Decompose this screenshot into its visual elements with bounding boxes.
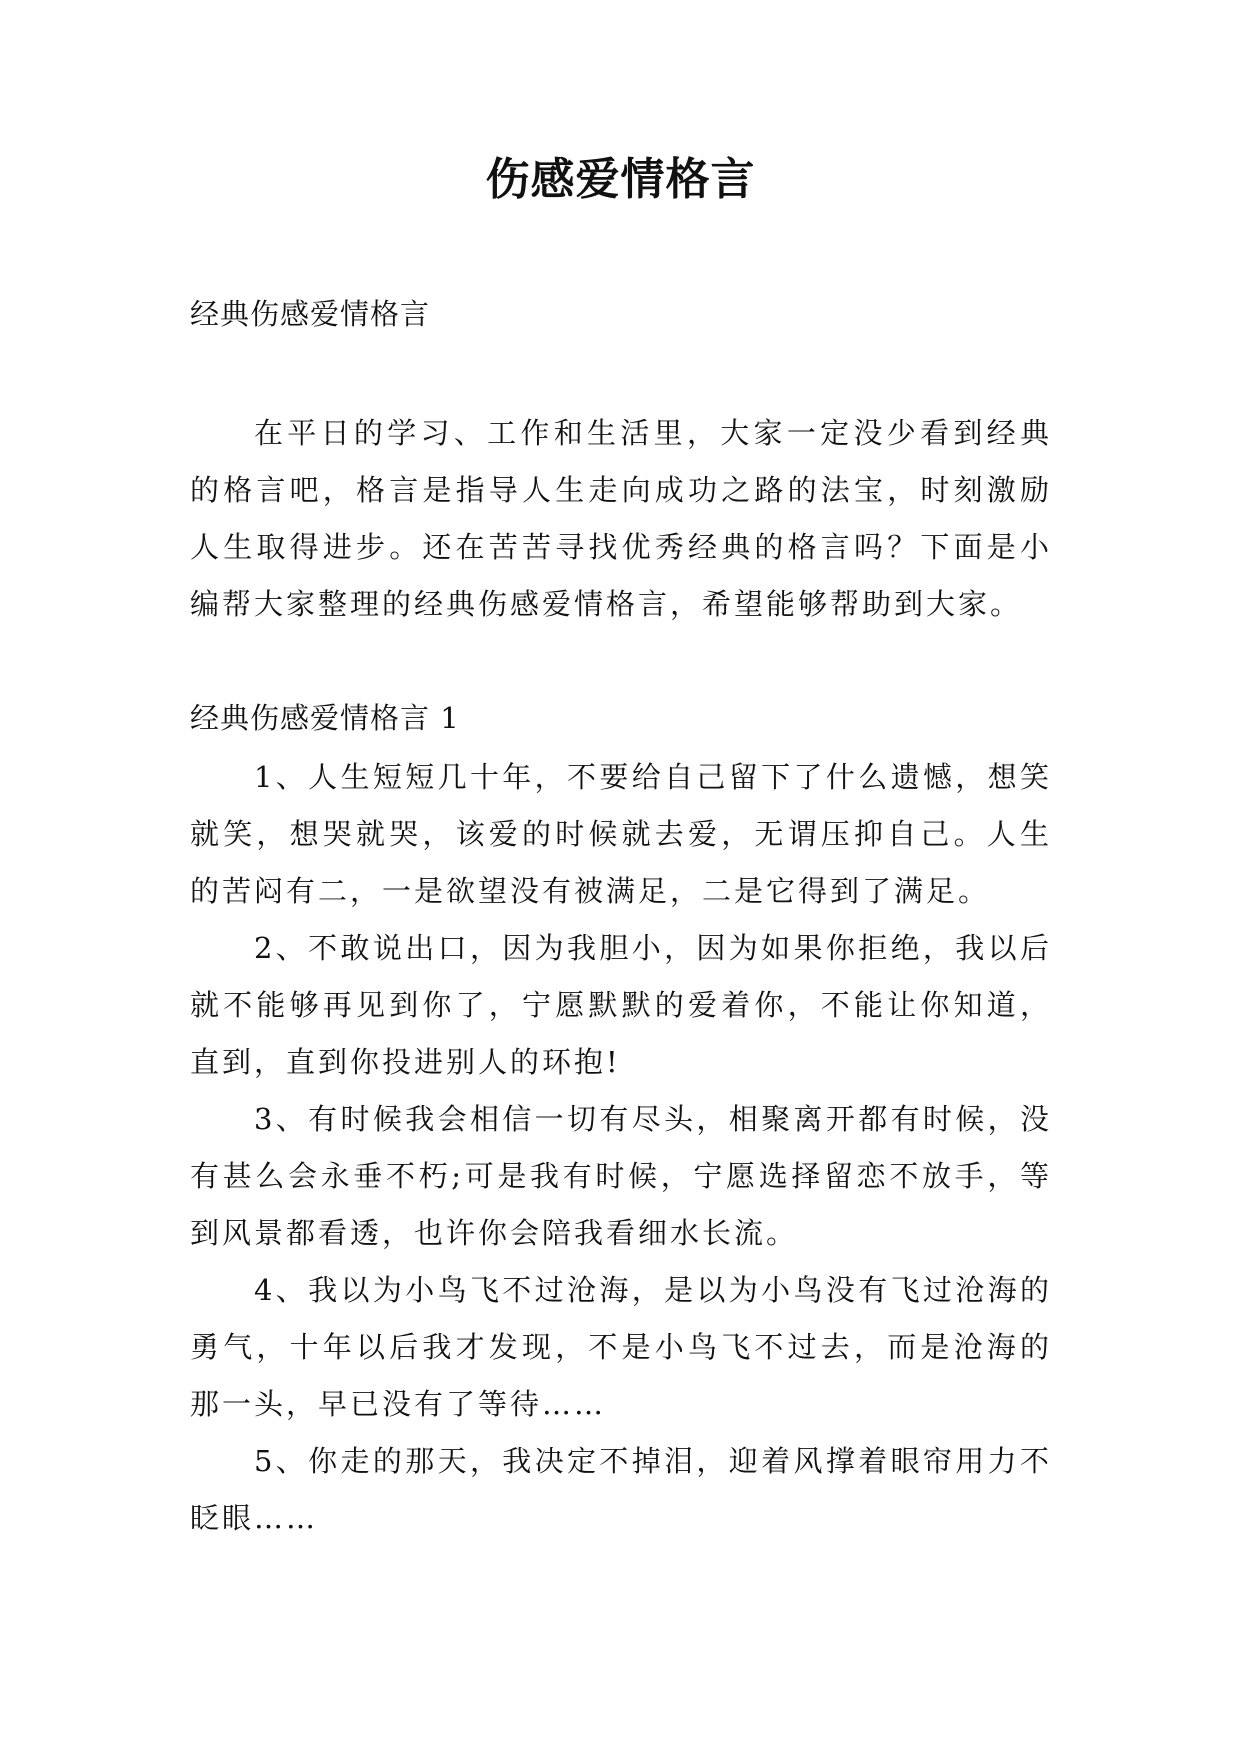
subtitle: 经典伤感爱情格言 — [190, 297, 431, 331]
list-item: 3、有时候我会相信一切有尽头，相聚离开都有时候，没有甚么会永垂不朽;可是我有时候，宁愿选择留恋不放手，等到风景都看透，也许你会陪我看细水长流。 — [190, 1102, 1052, 1250]
section-heading: 经典伤感爱情格言 1 — [190, 701, 460, 735]
list-item: 2、不敢说出口，因为我胆小，因为如果你拒绝，我以后就不能够再见到你了，宁愿默默的爱着你，不能让你知道，直到，直到你投进别人的环抱! — [190, 931, 1052, 1079]
list-item: 4、我以为小鸟飞不过沧海，是以为小鸟没有飞过沧海的勇气，十年以后我才发现，不是小鸟飞不过去，而是沧海的那一头，早已没有了等待…… — [190, 1273, 1052, 1421]
intro-paragraph: 在平日的学习、工作和生活里，大家一定没少看到经典的格言吧，格言是指导人生走向成功之路的法宝，时刻激励人生取得进步。还在苦苦寻找优秀经典的格言吗？下面是小编帮大家整理的经典伤感爱情格言，希望能够帮助到大家。 — [190, 416, 1052, 621]
list-item: 1、人生短短几十年，不要给自己留下了什么遗憾，想笑就笑，想哭就哭，该爱的时候就去爱，无谓压抑自己。人生的苦闷有二，一是欲望没有被满足，二是它得到了满足。 — [190, 760, 1052, 908]
page-title: 伤感爱情格言 — [485, 154, 756, 205]
list-item: 5、你走的那天，我决定不掉泪，迎着风撑着眼帘用力不眨眼…… — [190, 1444, 1052, 1535]
quote-list — [190, 749, 1052, 1547]
